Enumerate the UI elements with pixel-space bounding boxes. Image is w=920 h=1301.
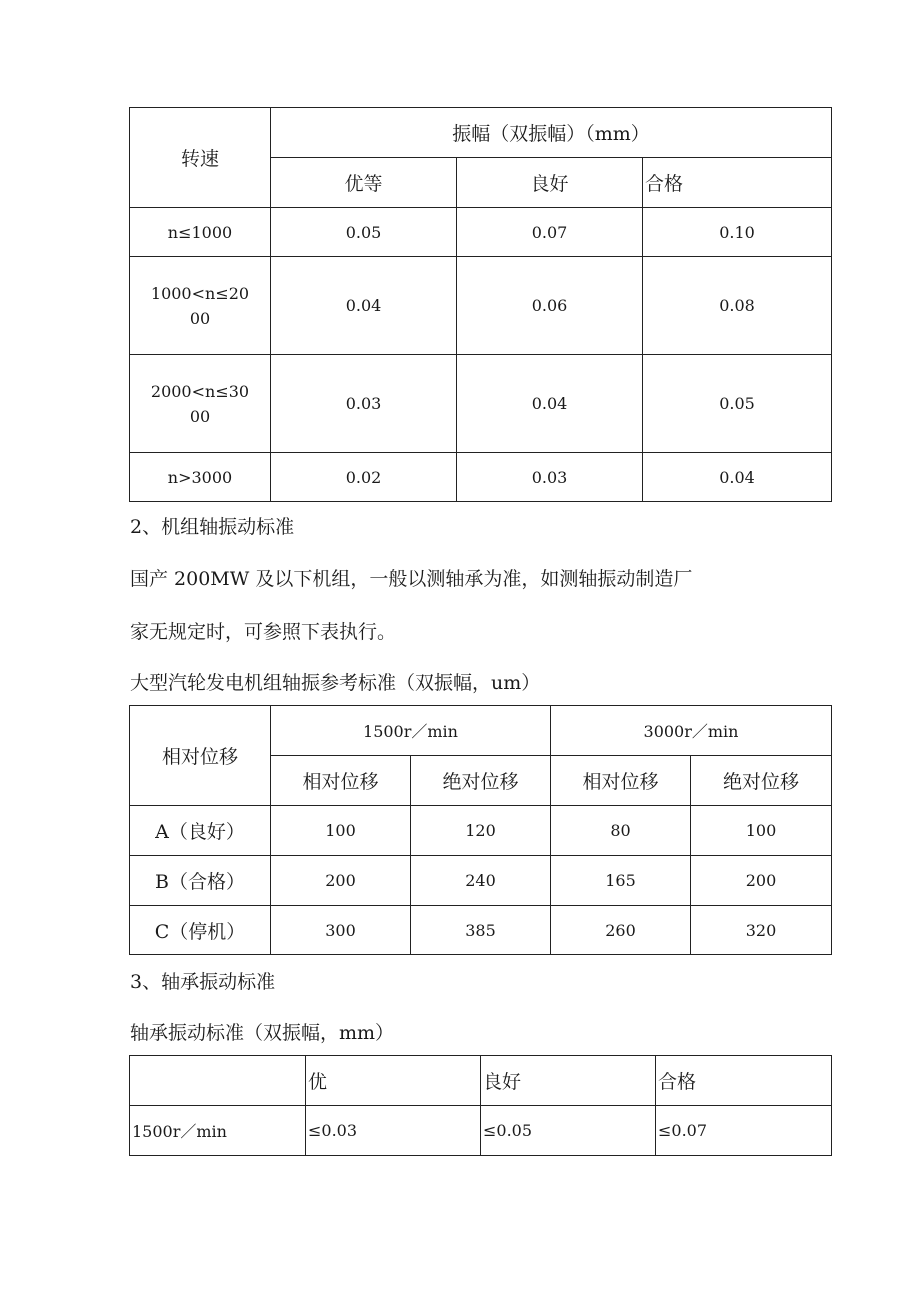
grade-label: C（停机） bbox=[130, 906, 271, 955]
value-cell: 0.03 bbox=[457, 453, 643, 502]
value-cell: 300 bbox=[271, 906, 411, 955]
speed-3000-header: 3000r／min bbox=[551, 706, 832, 756]
shaft-vibration-caption: 大型汽轮发电机组轴振参考标准（双振幅，um） bbox=[130, 672, 541, 694]
value-cell: 0.06 bbox=[457, 257, 643, 355]
bearing-vibration-table bbox=[129, 1055, 832, 1156]
speed-cell bbox=[130, 355, 271, 453]
speed-line: 00 bbox=[189, 308, 211, 328]
grade-good: 良好 bbox=[481, 1056, 656, 1106]
empty-header-cell bbox=[130, 1056, 306, 1106]
value-cell: 0.03 bbox=[271, 355, 457, 453]
section-2-heading: 2、机组轴振动标准 bbox=[130, 516, 295, 538]
bearing-vibration-caption: 轴承振动标准（双振幅，mm） bbox=[130, 1022, 395, 1044]
value-cell: 320 bbox=[691, 906, 832, 955]
table-row bbox=[130, 906, 832, 955]
value-cell: 0.08 bbox=[643, 257, 832, 355]
speed-cell: 1500r／min bbox=[130, 1106, 306, 1156]
absolute-displacement-header: 绝对位移 bbox=[691, 756, 832, 806]
value-cell: 100 bbox=[271, 806, 411, 856]
value-cell: 0.10 bbox=[643, 208, 832, 257]
speed-cell: n≤1000 bbox=[130, 208, 271, 257]
value-cell: 240 bbox=[411, 856, 551, 906]
value-cell: ≤0.07 bbox=[656, 1106, 832, 1156]
value-cell: 80 bbox=[551, 806, 691, 856]
table-row bbox=[130, 856, 832, 906]
table-row bbox=[130, 208, 832, 257]
speed-cell bbox=[130, 257, 271, 355]
speed-cell: n>3000 bbox=[130, 453, 271, 502]
relative-displacement-header: 相对位移 bbox=[271, 756, 411, 806]
section-2-paragraph-line-2: 家无规定时，可参照下表执行。 bbox=[130, 621, 397, 643]
grade-qualified: 合格 bbox=[643, 158, 832, 208]
value-cell: 0.07 bbox=[457, 208, 643, 257]
displacement-header: 相对位移 bbox=[130, 706, 271, 806]
section-3-heading: 3、轴承振动标准 bbox=[130, 971, 276, 993]
value-cell: 0.05 bbox=[271, 208, 457, 257]
value-cell: 0.04 bbox=[457, 355, 643, 453]
value-cell: 0.04 bbox=[271, 257, 457, 355]
speed-header: 转速 bbox=[130, 108, 271, 208]
value-cell: 0.04 bbox=[643, 453, 832, 502]
value-cell: ≤0.03 bbox=[306, 1106, 481, 1156]
value-cell: 260 bbox=[551, 906, 691, 955]
speed-line: 1000<n≤20 bbox=[150, 283, 250, 303]
value-cell: 200 bbox=[691, 856, 832, 906]
value-cell: 0.02 bbox=[271, 453, 457, 502]
shaft-vibration-table bbox=[129, 705, 832, 955]
table-row bbox=[130, 1106, 832, 1156]
section-2-paragraph-line-1: 国产 200MW 及以下机组，一般以测轴承为准，如测轴振动制造厂 bbox=[130, 568, 693, 590]
grade-good: 良好 bbox=[457, 158, 643, 208]
grade-excellent: 优 bbox=[306, 1056, 481, 1106]
value-cell: 100 bbox=[691, 806, 832, 856]
speed-line: 00 bbox=[189, 406, 211, 426]
speed-1500-header: 1500r／min bbox=[271, 706, 551, 756]
grade-label: B（合格） bbox=[130, 856, 271, 906]
value-cell: ≤0.05 bbox=[481, 1106, 656, 1156]
table-row bbox=[130, 806, 832, 856]
amplitude-table bbox=[129, 107, 832, 502]
table-row bbox=[130, 453, 832, 502]
table-row bbox=[130, 257, 832, 355]
grade-label: A（良好） bbox=[130, 806, 271, 856]
value-cell: 385 bbox=[411, 906, 551, 955]
value-cell: 0.05 bbox=[643, 355, 832, 453]
amplitude-header: 振幅（双振幅）（mm） bbox=[271, 108, 832, 158]
grade-excellent: 优等 bbox=[271, 158, 457, 208]
table-row bbox=[130, 355, 832, 453]
absolute-displacement-header: 绝对位移 bbox=[411, 756, 551, 806]
speed-line: 2000<n≤30 bbox=[150, 381, 250, 401]
relative-displacement-header: 相对位移 bbox=[551, 756, 691, 806]
value-cell: 200 bbox=[271, 856, 411, 906]
grade-qualified: 合格 bbox=[656, 1056, 832, 1106]
value-cell: 120 bbox=[411, 806, 551, 856]
value-cell: 165 bbox=[551, 856, 691, 906]
